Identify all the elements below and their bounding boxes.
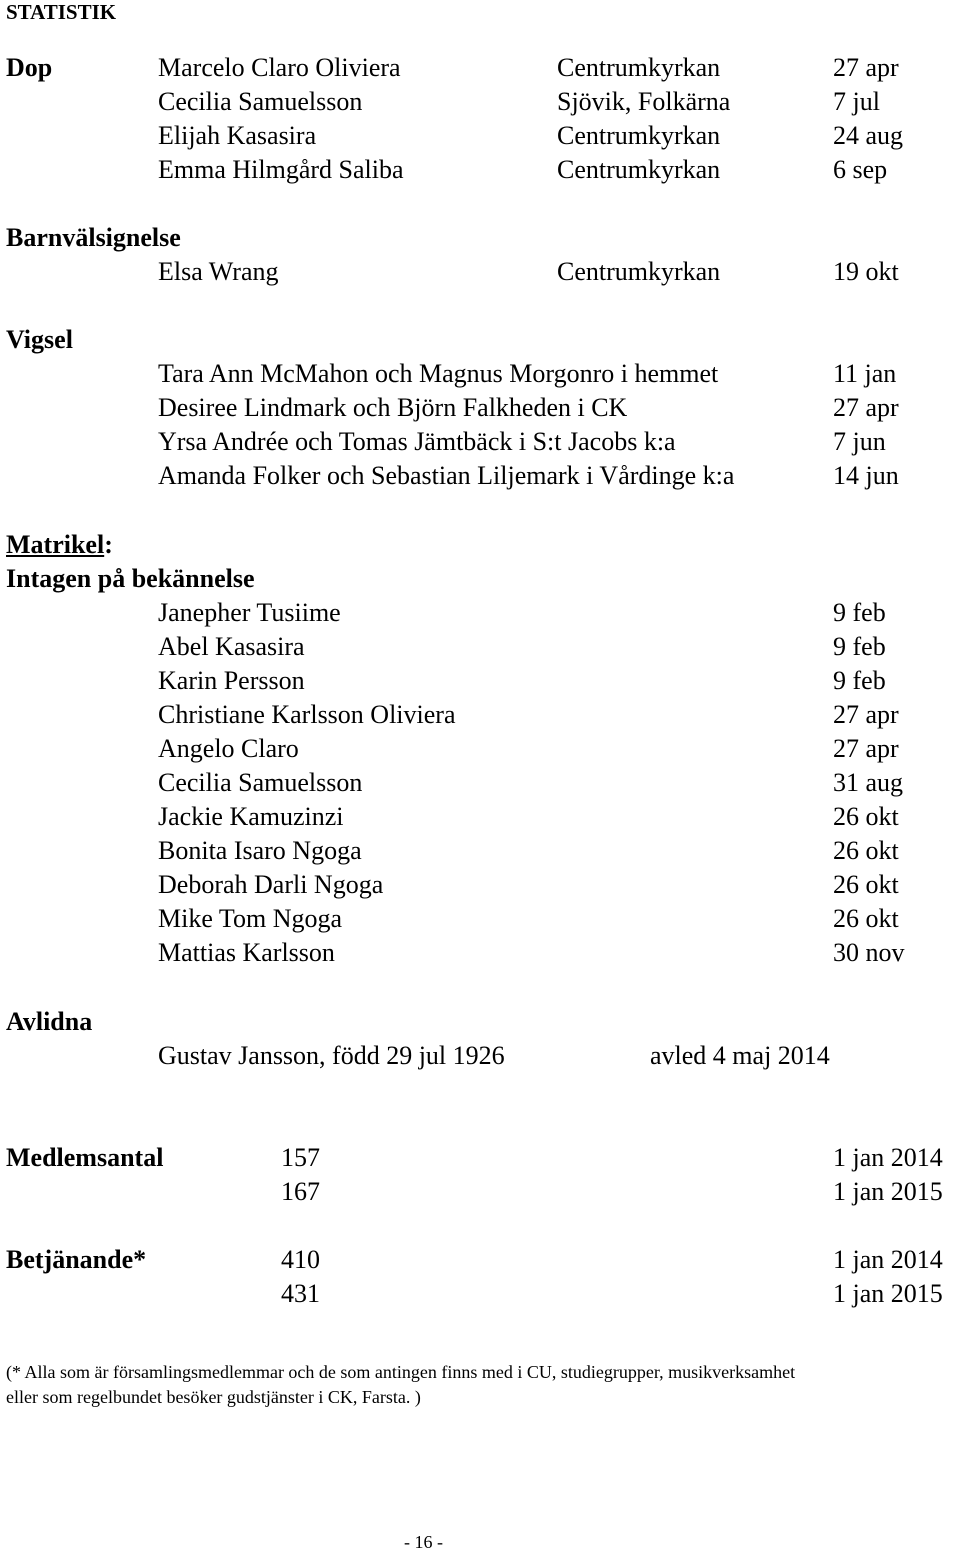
- dop-date: 24 aug: [833, 121, 904, 150]
- betjanande-count: 410: [281, 1245, 320, 1274]
- avlidna-died: avled 4 maj 2014: [650, 1041, 830, 1070]
- section-heading-avlidna: Avlidna: [6, 1007, 93, 1036]
- footnote-line-2: eller som regelbundet besöker gudstjänster i CK, Farsta. ): [6, 1387, 421, 1407]
- section-heading-matrikel: [6, 532, 113, 558]
- dop-name: Elijah Kasasira: [158, 121, 317, 150]
- dop-date: 7 jul: [833, 87, 880, 116]
- section-heading-medlemsantal: Medlemsantal: [6, 1143, 164, 1172]
- vigsel-date: 7 jun: [833, 427, 886, 456]
- vigsel-couple: Desiree Lindmark och Björn Falkheden i CK: [158, 393, 628, 422]
- matrikel-name: Christiane Karlsson Oliviera: [158, 700, 456, 729]
- matrikel-date: 9 feb: [833, 666, 886, 695]
- matrikel-date: 27 apr: [833, 734, 899, 763]
- dop-date: 6 sep: [833, 155, 888, 184]
- vigsel-couple: Tara Ann McMahon och Magnus Morgonro i hemmet: [158, 359, 719, 388]
- vigsel-date: 11 jan: [833, 359, 897, 388]
- section-heading-betjanande: Betjänande*: [6, 1245, 147, 1274]
- matrikel-name: Abel Kasasira: [158, 632, 305, 661]
- vigsel-date: 27 apr: [833, 393, 899, 422]
- matrikel-name: Mike Tom Ngoga: [158, 904, 343, 933]
- footnote-line-1: (* Alla som är församlingsmedlemmar och de som antingen finns med i CU, studiegrupper, musikverksamhet: [6, 1362, 796, 1382]
- barnvalsignelse-place: Centrumkyrkan: [557, 257, 721, 286]
- barnvalsignelse-name: Elsa Wrang: [158, 257, 279, 286]
- betjanande-date: 1 jan 2015: [833, 1279, 943, 1308]
- matrikel-name: Bonita Isaro Ngoga: [158, 836, 362, 865]
- medlemsantal-count: 157: [281, 1143, 320, 1172]
- dop-name: Marcelo Claro Oliviera: [158, 53, 401, 82]
- matrikel-name: Deborah Darli Ngoga: [158, 870, 384, 899]
- section-heading-dop: Dop: [6, 53, 53, 82]
- dop-place: Centrumkyrkan: [557, 53, 721, 82]
- matrikel-name: Mattias Karlsson: [158, 938, 335, 967]
- matrikel-date: 30 nov: [833, 938, 905, 967]
- matrikel-name: Angelo Claro: [158, 734, 299, 763]
- dop-place: Sjövik, Folkärna: [557, 87, 731, 116]
- section-heading-barnvalsignelse: Barnvälsignelse: [6, 223, 181, 252]
- section-heading-vigsel: Vigsel: [6, 325, 73, 354]
- vigsel-couple: Yrsa Andrée och Tomas Jämtbäck i S:t Jacobs k:a: [158, 427, 676, 456]
- vigsel-couple: Amanda Folker och Sebastian Liljemark i Vårdinge k:a: [158, 461, 735, 490]
- matrikel-date: 26 okt: [833, 870, 899, 899]
- matrikel-name: Janepher Tusiime: [158, 598, 341, 627]
- barnvalsignelse-date: 19 okt: [833, 257, 899, 286]
- matrikel-date: 9 feb: [833, 632, 886, 661]
- vigsel-date: 14 jun: [833, 461, 899, 490]
- betjanande-date: 1 jan 2014: [833, 1245, 943, 1274]
- matrikel-name: Jackie Kamuzinzi: [158, 802, 344, 831]
- page-number: - 16 -: [404, 1532, 443, 1552]
- matrikel-name: Cecilia Samuelsson: [158, 768, 363, 797]
- matrikel-date: 26 okt: [833, 802, 899, 831]
- medlemsantal-count: 167: [281, 1177, 320, 1206]
- matrikel-date: 26 okt: [833, 904, 899, 933]
- dop-place: Centrumkyrkan: [557, 121, 721, 150]
- dop-name: Cecilia Samuelsson: [158, 87, 363, 116]
- page-title: STATISTIK: [6, 0, 117, 24]
- dop-place: Centrumkyrkan: [557, 155, 721, 184]
- matrikel-colon: :: [104, 530, 113, 559]
- matrikel-date: 9 feb: [833, 598, 886, 627]
- matrikel-date: 31 aug: [833, 768, 904, 797]
- matrikel-name: Karin Persson: [158, 666, 305, 695]
- avlidna-person: Gustav Jansson, född 29 jul 1926: [158, 1041, 505, 1070]
- matrikel-label: Matrikel: [6, 530, 105, 559]
- subheading-intagen: Intagen på bekännelse: [6, 564, 255, 593]
- dop-name: Emma Hilmgård Saliba: [158, 155, 404, 184]
- matrikel-date: 27 apr: [833, 700, 899, 729]
- dop-date: 27 apr: [833, 53, 899, 82]
- matrikel-date: 26 okt: [833, 836, 899, 865]
- betjanande-count: 431: [281, 1279, 320, 1308]
- medlemsantal-date: 1 jan 2014: [833, 1143, 943, 1172]
- medlemsantal-date: 1 jan 2015: [833, 1177, 943, 1206]
